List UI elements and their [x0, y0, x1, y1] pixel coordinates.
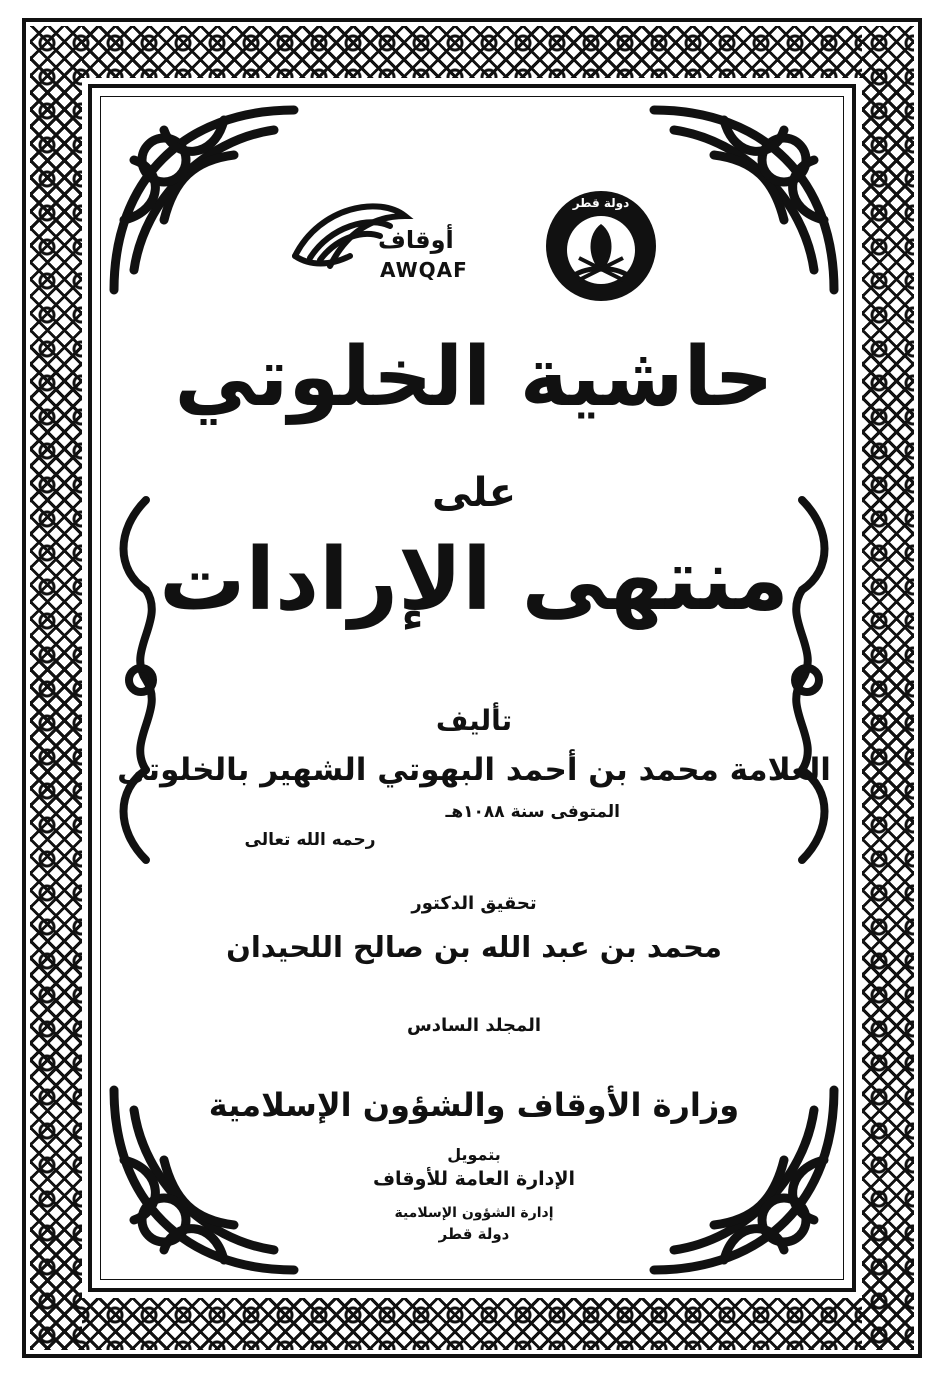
publisher-islamic-affairs: إدارة الشؤون الإسلامية — [394, 1205, 554, 1221]
corner-ornament-top-left — [104, 100, 304, 300]
volume-label: المجلد السادس — [406, 1015, 542, 1036]
awqaf-english-label: AWQAF — [380, 258, 468, 282]
editor-label: تحقيق الدكتور — [411, 893, 537, 914]
knot-border-top — [30, 26, 914, 78]
editor-name: محمد بن عبد الله بن صالح اللحيدان — [226, 930, 722, 964]
author-prayer: رحمه الله تعالى — [244, 830, 376, 850]
corner-ornament-top-right — [644, 100, 844, 300]
authorship-label: تأليف — [435, 704, 513, 737]
book-title-line1: حاشية الخلوتي — [174, 330, 774, 425]
publisher-general-admin: الإدارة العامة للأوقاف — [372, 1168, 576, 1190]
funding-label: بتمويل — [447, 1145, 501, 1164]
publisher-ministry: وزارة الأوقاف والشؤون الإسلامية — [208, 1086, 740, 1124]
publisher-country: دولة قطر — [438, 1225, 510, 1243]
knot-border-bottom — [30, 1298, 914, 1350]
author-death-year: المتوفى سنة ١٠٨٨هـ — [445, 802, 620, 822]
author-name: العلامة محمد بن أحمد البهوتي الشهير بالخلوتي — [117, 752, 831, 788]
book-title-line2: منتهى الإرادات — [159, 530, 789, 630]
emblem-label: دولة قطر — [572, 196, 630, 210]
title-connector: على — [431, 470, 517, 516]
awqaf-arabic-label: أوقاف — [378, 226, 454, 254]
